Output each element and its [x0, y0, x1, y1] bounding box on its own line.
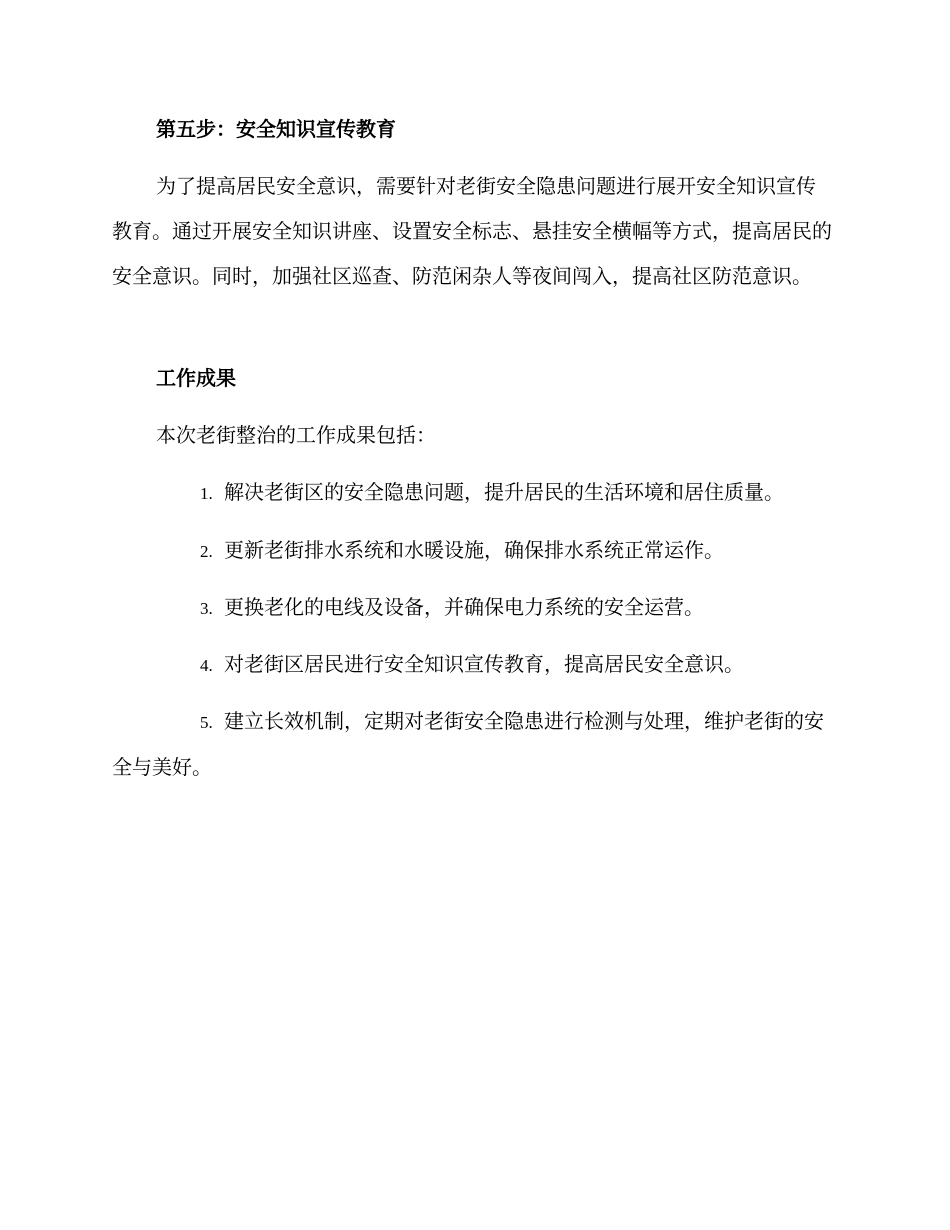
list-item-text: 建立长效机制，定期对老街安全隐患进行检测与处理，维护老街的安全与美好。 [112, 709, 824, 779]
list-item-text: 更新老街排水系统和水暖设施，确保排水系统正常运作。 [224, 538, 724, 562]
list-item-number: 4. [200, 656, 213, 675]
list-item-text: 解决老街区的安全隐患问题，提升居民的生活环境和居住质量。 [224, 480, 784, 504]
list-item [112, 642, 832, 688]
list-item-text: 对老街区居民进行安全知识宣传教育，提高居民安全意识。 [224, 652, 744, 676]
list-item [112, 585, 832, 631]
list-item-text: 更换老化的电线及设备，并确保电力系统的安全运营。 [224, 595, 704, 619]
paragraph-step5-body: 为了提高居民安全意识，需要针对老街安全隐患问题进行展开安全知识宣传教育。通过开展安全知识讲座、设置安全标志、悬挂安全横幅等方式，提高居民的安全意识。同时，加强社区巡查、防范闲杂人等夜间闯入，提高社区防范意识。 [112, 174, 832, 288]
list-item [112, 699, 832, 790]
list-item-number: 5. [200, 713, 213, 732]
section-heading-step5: 第五步：安全知识宣传教育 [156, 117, 396, 141]
paragraph-results-intro: 本次老街整治的工作成果包括： [156, 423, 436, 447]
list-item [112, 528, 832, 574]
list-item [112, 470, 832, 516]
list-item-number: 3. [200, 599, 213, 618]
list-item-number: 1. [200, 484, 213, 503]
list-item-number: 2. [200, 542, 213, 561]
section-heading-results: 工作成果 [156, 366, 236, 390]
